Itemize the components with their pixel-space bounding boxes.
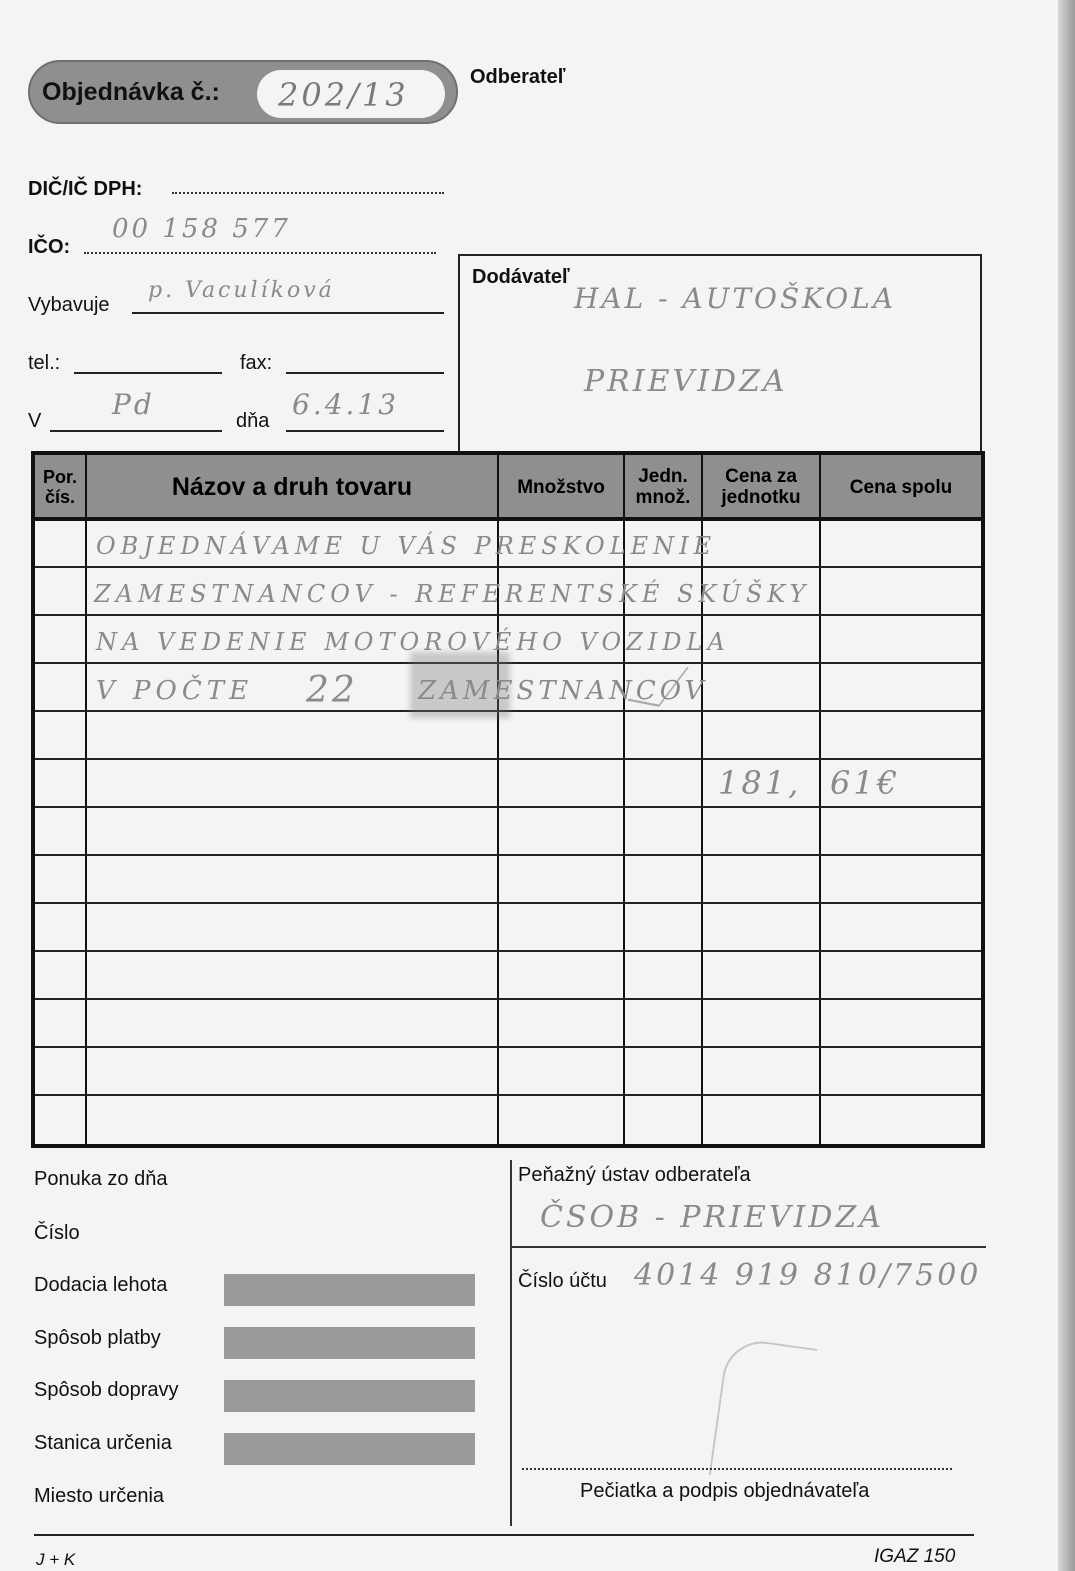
dic-field[interactable] (172, 192, 444, 194)
ico-value: 00 158 577 (112, 214, 291, 244)
col-header-unit: Jedn. množ. (635, 466, 691, 508)
order-label: Objednávka č.: (42, 78, 220, 106)
destination-place-label: Miesto určenia (34, 1485, 165, 1507)
customer-label: Odberateľ (470, 66, 566, 88)
delivery-term-label: Dodacia lehota (34, 1274, 168, 1296)
column-divider (85, 455, 87, 1145)
date-value: 6.4.13 (292, 388, 400, 421)
bank-value: ČSOB - PRIEVIDZA (540, 1200, 884, 1235)
tel-field[interactable] (74, 372, 222, 374)
col-header-qty: Množstvo (517, 476, 605, 498)
table-row (35, 614, 981, 616)
bank-label: Peňažný ústav odberateľa (518, 1164, 751, 1186)
dic-label: DIČ/IČ DPH: (28, 178, 143, 200)
supplier-label: Dodávateľ (472, 266, 570, 288)
handled-by-field[interactable] (132, 312, 444, 314)
paper-edge-shadow (1058, 0, 1075, 1571)
fax-label: fax: (240, 352, 273, 374)
table-row (35, 950, 981, 952)
col-header-total: Cena spolu (849, 476, 953, 498)
date-field[interactable] (286, 430, 444, 432)
form-code: IGAZ 150 (874, 1546, 956, 1567)
order-number-value: 202/13 (278, 76, 409, 114)
tel-label: tel.: (28, 352, 61, 374)
signature-label: Pečiatka a podpis objednávateľa (580, 1480, 870, 1502)
place-label: V (28, 410, 42, 432)
item-count-value: 22 (306, 670, 358, 711)
signature-line[interactable] (522, 1468, 952, 1470)
item-line-3: NA VEDENIE MOTOROVÉHO VOZIDLA (96, 628, 730, 656)
price-value: 181, (718, 764, 802, 802)
col-header-no: Por. čís. (42, 467, 77, 507)
delivery-term-field[interactable] (224, 1274, 475, 1306)
transport-method-field[interactable] (224, 1380, 475, 1412)
table-row (35, 902, 981, 904)
place-field[interactable] (50, 430, 222, 432)
column-divider (819, 455, 821, 1145)
supplier-line-2: PRIEVIDZA (584, 364, 788, 399)
bottom-left-mark: J + K (36, 1550, 76, 1569)
handled-by-value: p. Vaculíková (148, 278, 335, 303)
payment-method-field[interactable] (224, 1327, 475, 1359)
offer-date-label: Ponuka zo dňa (34, 1168, 168, 1190)
payment-method-label: Spôsob platby (34, 1327, 161, 1349)
offer-number-label: Číslo (34, 1222, 80, 1244)
footer-divider (510, 1160, 512, 1526)
item-line-2: ZAMESTNANCOV - REFERENTSKÉ SKÚŠKY (94, 580, 811, 608)
col-header-name: Názov a druh tovaru (171, 473, 413, 502)
transport-method-label: Spôsob dopravy (34, 1379, 179, 1401)
bottom-rule (34, 1534, 974, 1536)
table-row (35, 998, 981, 1000)
date-label: dňa (236, 410, 270, 432)
bank-field-line[interactable] (512, 1246, 986, 1248)
col-header-unit-price: Cena za jednotku (721, 466, 801, 508)
account-value: 4014 919 810/7500 (634, 1258, 982, 1293)
signature-scribble (709, 1336, 818, 1487)
item-line-4: V POČTE (96, 676, 254, 706)
table-row (35, 806, 981, 808)
supplier-line-1: HAL - AUTOŠKOLA (574, 282, 897, 315)
place-value: Pd (112, 388, 155, 421)
item-line-1: OBJEDNÁVAME U VÁS PRESKOLENIE (96, 532, 717, 560)
destination-station-field[interactable] (224, 1433, 475, 1465)
price-cents-value: 61€ (830, 764, 901, 802)
table-row (35, 566, 981, 568)
ico-field[interactable] (84, 252, 436, 254)
table-row (35, 1046, 981, 1048)
table-row (35, 854, 981, 856)
ico-label: IČO: (28, 236, 71, 258)
handled-by-label: Vybavuje (28, 294, 110, 316)
fax-field[interactable] (286, 372, 444, 374)
table-row (35, 758, 981, 760)
destination-station-label: Stanica určenia (34, 1432, 172, 1454)
item-count-unit: ZAMESTNANCOV (418, 676, 708, 706)
table-row (35, 1094, 981, 1096)
account-label: Číslo účtu (518, 1270, 607, 1292)
